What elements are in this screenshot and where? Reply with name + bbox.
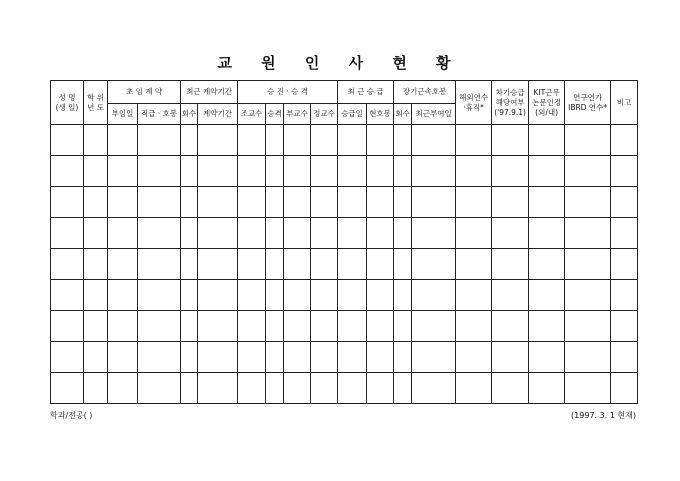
table-cell[interactable] bbox=[565, 218, 611, 249]
table-cell[interactable] bbox=[456, 218, 492, 249]
table-cell[interactable] bbox=[284, 187, 311, 218]
table-cell[interactable] bbox=[611, 187, 638, 218]
table-cell[interactable] bbox=[412, 249, 456, 280]
table-cell[interactable] bbox=[84, 156, 108, 187]
table-cell[interactable] bbox=[284, 249, 311, 280]
table-cell[interactable] bbox=[338, 249, 367, 280]
table-cell[interactable] bbox=[51, 187, 84, 218]
table-row bbox=[51, 342, 638, 373]
table-cell[interactable] bbox=[492, 187, 529, 218]
table-cell[interactable] bbox=[181, 218, 198, 249]
table-cell[interactable] bbox=[311, 311, 338, 342]
table-cell[interactable] bbox=[338, 187, 367, 218]
table-cell[interactable] bbox=[611, 342, 638, 373]
table-cell[interactable] bbox=[311, 187, 338, 218]
table-cell[interactable] bbox=[238, 311, 266, 342]
table-cell[interactable] bbox=[492, 342, 529, 373]
table-cell[interactable] bbox=[181, 311, 198, 342]
department-label: 학과/전공( ) bbox=[50, 411, 93, 420]
table-cell[interactable] bbox=[138, 249, 181, 280]
table-cell[interactable] bbox=[198, 311, 238, 342]
table-cell[interactable] bbox=[367, 218, 394, 249]
table-cell[interactable] bbox=[311, 218, 338, 249]
table-cell[interactable] bbox=[198, 156, 238, 187]
table-cell[interactable] bbox=[108, 311, 138, 342]
table-cell[interactable] bbox=[266, 249, 284, 280]
table-cell[interactable] bbox=[367, 342, 394, 373]
table-cell[interactable] bbox=[338, 342, 367, 373]
table-cell[interactable] bbox=[529, 311, 565, 342]
table-cell[interactable] bbox=[238, 187, 266, 218]
header-associate-prof: 부교수 bbox=[284, 104, 311, 125]
table-cell[interactable] bbox=[311, 373, 338, 404]
header-kit-papers: KIT근무 논문인정 (외/내) bbox=[529, 81, 565, 125]
table-cell[interactable] bbox=[51, 342, 84, 373]
table-cell[interactable] bbox=[51, 280, 84, 311]
table-cell[interactable] bbox=[284, 373, 311, 404]
table-cell[interactable] bbox=[456, 311, 492, 342]
header-recent-contract-period: 최근 계약기간 bbox=[181, 81, 238, 104]
table-cell[interactable] bbox=[394, 311, 412, 342]
table-cell[interactable] bbox=[611, 156, 638, 187]
table-cell[interactable] bbox=[529, 280, 565, 311]
table-cell[interactable] bbox=[84, 125, 108, 156]
table-cell[interactable] bbox=[84, 187, 108, 218]
table-cell[interactable] bbox=[338, 311, 367, 342]
table-cell[interactable] bbox=[266, 187, 284, 218]
table-cell[interactable] bbox=[284, 311, 311, 342]
table-cell[interactable] bbox=[456, 125, 492, 156]
table-cell[interactable] bbox=[238, 218, 266, 249]
table-cell[interactable] bbox=[394, 249, 412, 280]
table-cell[interactable] bbox=[311, 280, 338, 311]
table-cell[interactable] bbox=[108, 280, 138, 311]
table-cell[interactable] bbox=[492, 311, 529, 342]
table-cell[interactable] bbox=[138, 125, 181, 156]
table-cell[interactable] bbox=[198, 187, 238, 218]
table-cell[interactable] bbox=[284, 280, 311, 311]
table-cell[interactable] bbox=[367, 249, 394, 280]
table-cell[interactable] bbox=[338, 373, 367, 404]
table-cell[interactable] bbox=[238, 156, 266, 187]
table-cell[interactable] bbox=[565, 249, 611, 280]
personnel-status-table bbox=[50, 80, 638, 404]
table-cell[interactable] bbox=[84, 342, 108, 373]
table-cell[interactable] bbox=[492, 280, 529, 311]
header-recent-raise: 최 근 승 급 bbox=[338, 81, 394, 104]
header-current-step: 현호봉 bbox=[367, 104, 394, 125]
table-cell[interactable] bbox=[311, 342, 338, 373]
header-promotion-grade: 승격 bbox=[266, 104, 284, 125]
table-row bbox=[51, 187, 638, 218]
table-cell[interactable] bbox=[492, 249, 529, 280]
table-cell[interactable] bbox=[181, 156, 198, 187]
header-full-prof: 정교수 bbox=[311, 104, 338, 125]
table-cell[interactable] bbox=[284, 125, 311, 156]
table-cell[interactable] bbox=[529, 249, 565, 280]
table-cell[interactable] bbox=[565, 373, 611, 404]
table-cell[interactable] bbox=[138, 156, 181, 187]
table-cell[interactable] bbox=[311, 125, 338, 156]
table-cell[interactable] bbox=[492, 125, 529, 156]
table-cell[interactable] bbox=[108, 249, 138, 280]
table-cell[interactable] bbox=[266, 311, 284, 342]
table-row bbox=[51, 156, 638, 187]
as-of-date: (1997. 3. 1 현재) bbox=[571, 411, 636, 420]
table-cell[interactable] bbox=[412, 156, 456, 187]
table-cell[interactable] bbox=[611, 311, 638, 342]
table-cell[interactable] bbox=[198, 249, 238, 280]
table-cell[interactable] bbox=[565, 125, 611, 156]
table-cell[interactable] bbox=[565, 156, 611, 187]
table-cell[interactable] bbox=[284, 156, 311, 187]
table-cell[interactable] bbox=[492, 156, 529, 187]
table-cell[interactable] bbox=[367, 280, 394, 311]
header-remarks: 비고 bbox=[611, 81, 638, 125]
table-cell[interactable] bbox=[394, 218, 412, 249]
table-cell[interactable] bbox=[338, 156, 367, 187]
table-cell[interactable] bbox=[394, 342, 412, 373]
table-cell[interactable] bbox=[529, 373, 565, 404]
table-cell[interactable] bbox=[84, 373, 108, 404]
table-cell[interactable] bbox=[284, 218, 311, 249]
table-cell[interactable] bbox=[456, 156, 492, 187]
table-cell[interactable] bbox=[394, 373, 412, 404]
table-cell[interactable] bbox=[198, 280, 238, 311]
table-cell[interactable] bbox=[367, 125, 394, 156]
table-cell[interactable] bbox=[108, 156, 138, 187]
table-cell[interactable] bbox=[51, 249, 84, 280]
table-cell[interactable] bbox=[238, 373, 266, 404]
table-cell[interactable] bbox=[611, 125, 638, 156]
table-cell[interactable] bbox=[338, 218, 367, 249]
table-cell[interactable] bbox=[311, 156, 338, 187]
table-cell[interactable] bbox=[456, 280, 492, 311]
table-cell[interactable] bbox=[198, 218, 238, 249]
table-cell[interactable] bbox=[412, 280, 456, 311]
table-cell[interactable] bbox=[181, 249, 198, 280]
header-count-2: 회수 bbox=[394, 104, 412, 125]
table-cell[interactable] bbox=[529, 125, 565, 156]
header-assistant-prof: 조교수 bbox=[238, 104, 266, 125]
table-cell[interactable] bbox=[108, 218, 138, 249]
table-cell[interactable] bbox=[266, 342, 284, 373]
table-cell[interactable] bbox=[238, 249, 266, 280]
table-cell[interactable] bbox=[565, 280, 611, 311]
header-rank-step: 직급 · 호봉 bbox=[138, 104, 181, 125]
table-cell[interactable] bbox=[181, 280, 198, 311]
table-cell[interactable] bbox=[456, 249, 492, 280]
table-cell[interactable] bbox=[51, 218, 84, 249]
table-row bbox=[51, 311, 638, 342]
table-cell[interactable] bbox=[238, 125, 266, 156]
table-cell[interactable] bbox=[51, 156, 84, 187]
table-cell[interactable] bbox=[138, 187, 181, 218]
header-degree-year: 학 위 년 도 bbox=[84, 81, 108, 125]
table-cell[interactable] bbox=[266, 156, 284, 187]
header-raise-date: 승급일 bbox=[338, 104, 367, 125]
table-cell[interactable] bbox=[266, 373, 284, 404]
table-cell[interactable] bbox=[412, 218, 456, 249]
table-cell[interactable] bbox=[138, 311, 181, 342]
table-cell[interactable] bbox=[565, 342, 611, 373]
table-cell[interactable] bbox=[394, 187, 412, 218]
table-cell[interactable] bbox=[529, 218, 565, 249]
table-cell[interactable] bbox=[266, 280, 284, 311]
table-cell[interactable] bbox=[181, 125, 198, 156]
table-cell[interactable] bbox=[412, 311, 456, 342]
table-cell[interactable] bbox=[108, 342, 138, 373]
table-cell[interactable] bbox=[529, 156, 565, 187]
table-cell[interactable] bbox=[565, 311, 611, 342]
table-cell[interactable] bbox=[284, 342, 311, 373]
header-name: 성 명 (생 일) bbox=[51, 81, 84, 125]
table-cell[interactable] bbox=[138, 280, 181, 311]
table-cell[interactable] bbox=[529, 342, 565, 373]
table-row bbox=[51, 280, 638, 311]
table-cell[interactable] bbox=[238, 280, 266, 311]
table-cell[interactable] bbox=[51, 125, 84, 156]
table-cell[interactable] bbox=[198, 342, 238, 373]
table-row bbox=[51, 218, 638, 249]
table-cell[interactable] bbox=[611, 373, 638, 404]
table-cell[interactable] bbox=[611, 218, 638, 249]
header-contract-period: 계약기간 bbox=[198, 104, 238, 125]
page-title: 교 원 인 사 현 황 bbox=[217, 54, 463, 72]
table-cell[interactable] bbox=[138, 218, 181, 249]
table-cell[interactable] bbox=[266, 218, 284, 249]
table-cell[interactable] bbox=[108, 373, 138, 404]
table-cell[interactable] bbox=[394, 280, 412, 311]
header-initial-contract: 초 임 계 약 bbox=[108, 81, 181, 104]
header-recent-grant-date: 최근부여일 bbox=[412, 104, 456, 125]
table-cell[interactable] bbox=[367, 187, 394, 218]
header-appointment-date: 부임일 bbox=[108, 104, 138, 125]
table-cell[interactable] bbox=[394, 156, 412, 187]
table-row bbox=[51, 125, 638, 156]
table-cell[interactable] bbox=[394, 125, 412, 156]
table-cell[interactable] bbox=[611, 249, 638, 280]
table-cell[interactable] bbox=[181, 187, 198, 218]
header-promotion: 승 진 · 승 격 bbox=[238, 81, 338, 104]
table-cell[interactable] bbox=[51, 373, 84, 404]
header-next-raise: 차기승급 해당여부 ('97.9.1) bbox=[492, 81, 529, 125]
table-cell[interactable] bbox=[367, 373, 394, 404]
table-cell[interactable] bbox=[51, 311, 84, 342]
table-cell[interactable] bbox=[367, 311, 394, 342]
table-cell[interactable] bbox=[84, 249, 108, 280]
table-cell[interactable] bbox=[181, 373, 198, 404]
table-cell[interactable] bbox=[565, 187, 611, 218]
table-cell[interactable] bbox=[181, 342, 198, 373]
table-row bbox=[51, 373, 638, 404]
table-cell[interactable] bbox=[492, 373, 529, 404]
table-cell[interactable] bbox=[456, 373, 492, 404]
table-cell[interactable] bbox=[108, 125, 138, 156]
table-cell[interactable] bbox=[108, 187, 138, 218]
table-cell[interactable] bbox=[198, 125, 238, 156]
table-cell[interactable] bbox=[338, 125, 367, 156]
table-cell[interactable] bbox=[266, 125, 284, 156]
table-cell[interactable] bbox=[84, 218, 108, 249]
table-cell[interactable] bbox=[456, 342, 492, 373]
table-cell[interactable] bbox=[412, 373, 456, 404]
table-cell[interactable] bbox=[311, 249, 338, 280]
header-count: 회수 bbox=[181, 104, 198, 125]
table-cell[interactable] bbox=[338, 280, 367, 311]
table-cell[interactable] bbox=[492, 218, 529, 249]
table-cell[interactable] bbox=[412, 125, 456, 156]
table-cell[interactable] bbox=[138, 373, 181, 404]
table-cell[interactable] bbox=[198, 373, 238, 404]
table-cell[interactable] bbox=[138, 342, 181, 373]
table-cell[interactable] bbox=[529, 187, 565, 218]
table-row bbox=[51, 249, 638, 280]
table-cell[interactable] bbox=[84, 280, 108, 311]
table-cell[interactable] bbox=[367, 156, 394, 187]
table-cell[interactable] bbox=[84, 311, 108, 342]
table-cell[interactable] bbox=[611, 280, 638, 311]
header-long-service: 장기근속호봉 bbox=[394, 81, 456, 104]
table-cell[interactable] bbox=[412, 187, 456, 218]
table-cell[interactable] bbox=[238, 342, 266, 373]
table-cell[interactable] bbox=[412, 342, 456, 373]
table-cell[interactable] bbox=[456, 187, 492, 218]
header-research-leave: 연구연가 IBRD 연수* bbox=[565, 81, 611, 125]
header-overseas: 해외연수 ·휴직* bbox=[456, 81, 492, 125]
